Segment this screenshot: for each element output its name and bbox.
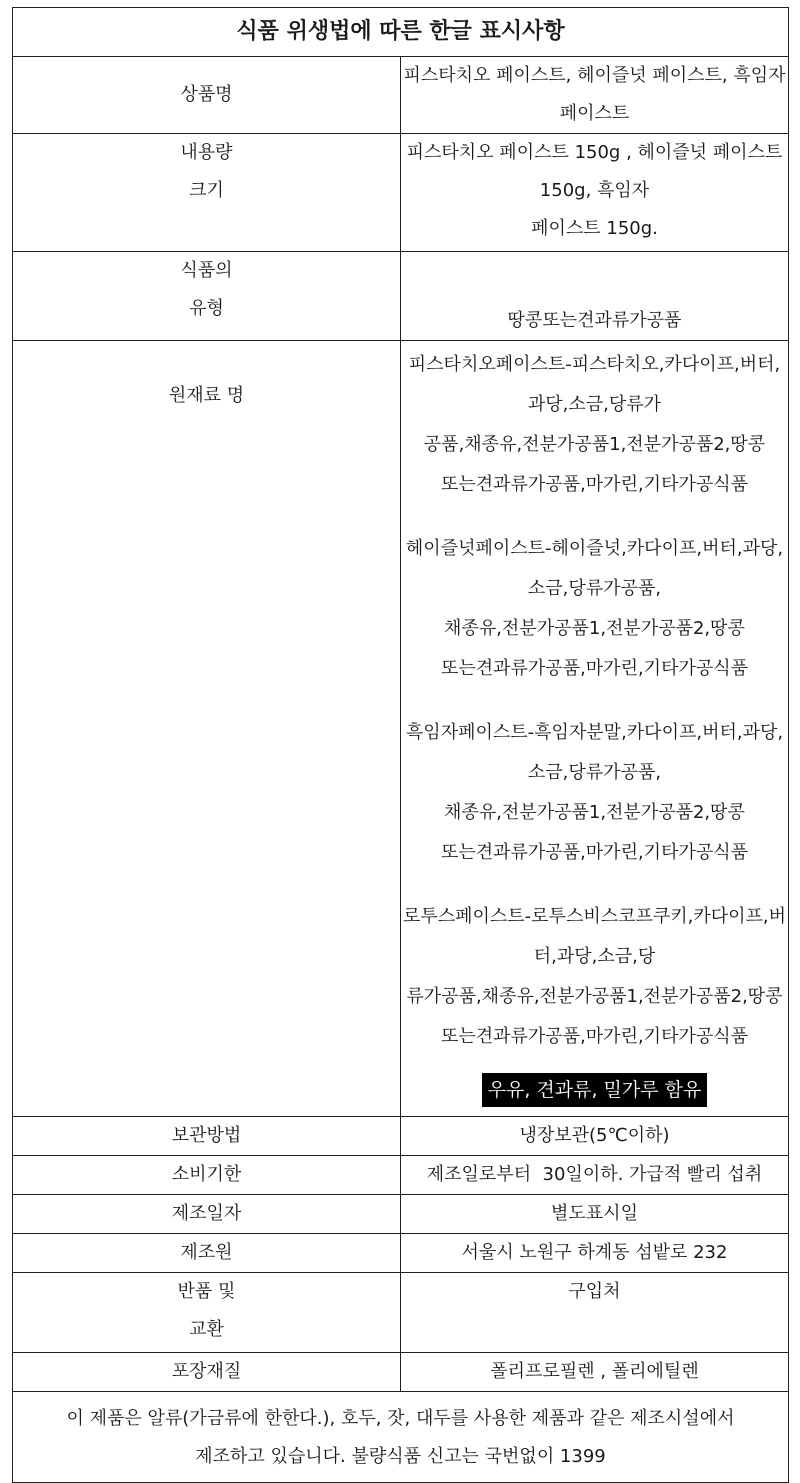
food-type-value: 땅콩또는견과류가공품 — [507, 310, 682, 331]
ingredients-block-black-sesame: 흑임자페이스트-흑임자분말,카다이프,버터,과당,소금,당류가공품, 채종유,전분가공품1,전분가공품2,땅콩 또는견과류가공품,마가린,기타가공식품 — [405, 722, 784, 863]
storage-value: 냉장보관(5℃이하) — [401, 1117, 789, 1156]
packaging-label: 포장재질 — [13, 1353, 401, 1392]
ingredients-block-pistachio: 피스타치오페이스트-피스타치오,카다이프,버터,과당,소금,당류가 공품,채종유,전분가공품1,전분가공품2,땅콩 또는견과류가공품,마가린,기타가공식품 — [408, 354, 781, 495]
manufacture-date-label: 제조일자 — [13, 1195, 401, 1234]
capacity-value: 피스타치오 페이스트 150g , 헤이즐넛 페이스트 150g, 흑임자 페이스트 150g. — [401, 134, 789, 252]
returns-label: 반품 및 교환 — [13, 1273, 401, 1353]
storage-label: 보관방법 — [13, 1117, 401, 1156]
product-name-label: 상품명 — [13, 57, 401, 134]
product-name-value: 피스타치오 페이스트, 헤이즐넛 페이스트, 흑임자 페이스트 — [401, 57, 789, 134]
expiry-label: 소비기한 — [13, 1156, 401, 1195]
ingredients-label: 원재료 명 — [13, 341, 401, 1117]
returns-value: 구입처 — [401, 1273, 789, 1353]
expiry-value: 제조일로부터 30일이하. 가급적 빨리 섭취 — [401, 1156, 789, 1195]
food-type-cell — [401, 252, 789, 341]
ingredients-cell — [401, 341, 789, 1117]
capacity-label: 내용량 크기 — [13, 134, 401, 252]
manufacturer-value: 서울시 노원구 하계동 섬밭로 232 — [401, 1234, 789, 1273]
facility-notice: 이 제품은 알류(가금류에 한한다.), 호두, 잣, 대두를 사용한 제품과 같은 제조시설에서 제조하고 있습니다. 불량식품 신고는 국번없이 1399 — [13, 1392, 789, 1483]
packaging-value: 폴리프로필렌 , 폴리에틸렌 — [401, 1353, 789, 1392]
allergen-notice: 우유, 견과류, 밀가루 함유 — [482, 1073, 708, 1107]
ingredients-block-hazelnut: 헤이즐넛페이스트-헤이즐넛,카다이프,버터,과당,소금,당류가공품, 채종유,전분가공품1,전분가공품2,땅콩 또는견과류가공품,마가린,기타가공식품 — [405, 538, 784, 679]
ingredients-block-lotus: 로투스페이스트-로투스비스코프쿠키,카다이프,버터,과당,소금,당 류가공품,채종유,전분가공품1,전분가공품2,땅콩 또는견과류가공품,마가린,기타가공식품 — [402, 906, 787, 1047]
food-type-label: 식품의 유형 — [13, 252, 401, 341]
label-title: 식품 위생법에 따른 한글 표시사항 — [13, 8, 789, 57]
manufacture-date-value: 별도표시일 — [401, 1195, 789, 1234]
food-label-table — [12, 7, 789, 1483]
manufacturer-label: 제조원 — [13, 1234, 401, 1273]
